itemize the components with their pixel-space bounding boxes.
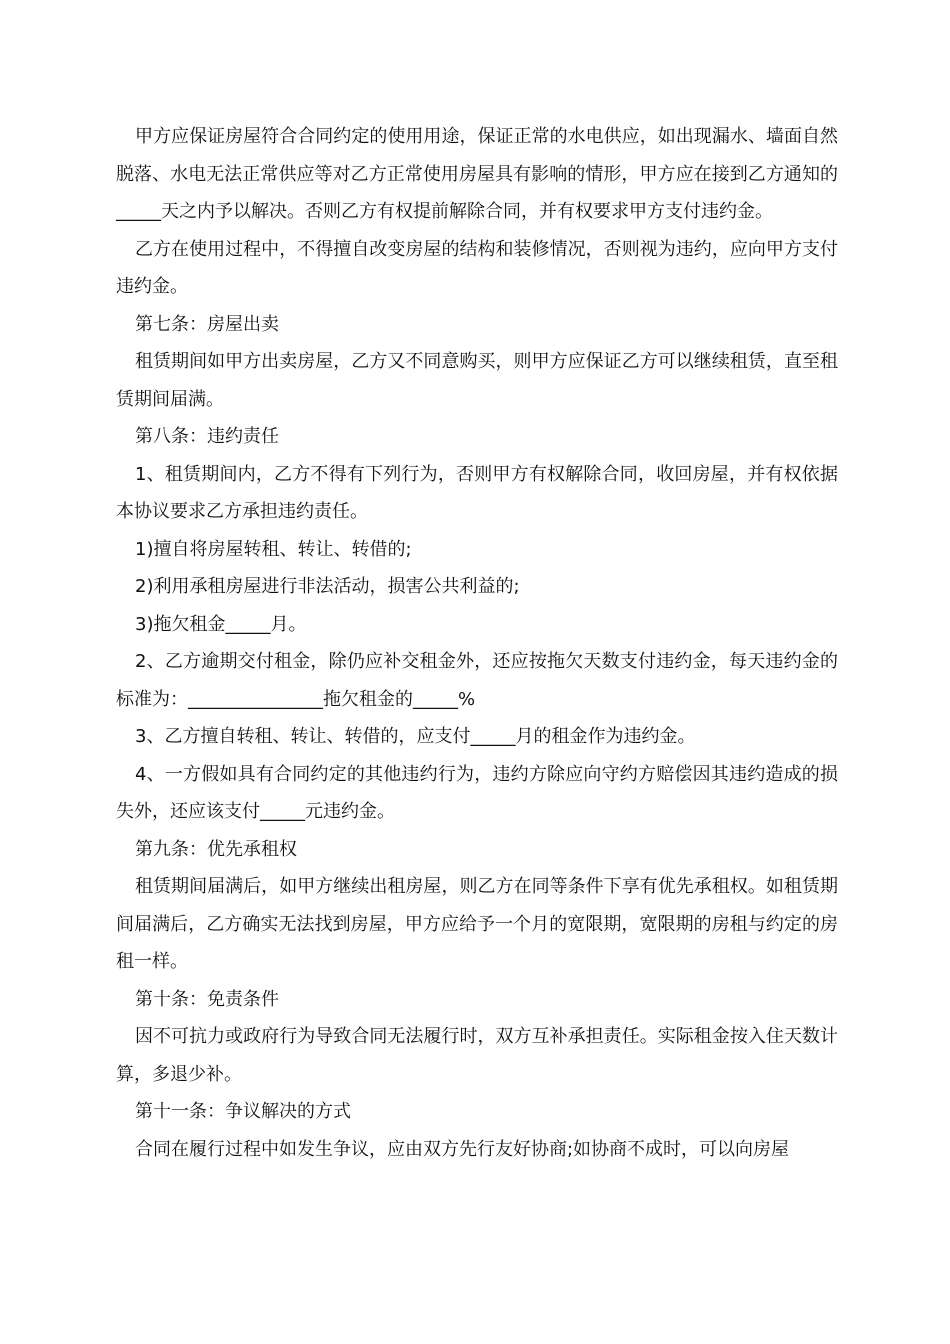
clause-paragraph: 租赁期间届满后，如甲方继续出租房屋，则乙方在同等条件下享有优先承租权。如租赁期间届满后，乙方确实无法找到房屋，甲方应给予一个月的宽限期，宽限期的房租与约定的房租一样。	[116, 876, 838, 972]
article-heading-7: 第七条：房屋出卖	[135, 313, 279, 335]
clause-paragraph: 4、一方假如具有合同约定的其他违约行为，违约方除应向守约方赔偿因其违约造成的损失外，还应该支付_____元违约金。	[116, 763, 838, 822]
article-heading-9: 第九条：优先承租权	[135, 838, 297, 860]
clause-paragraph: 因不可抗力或政府行为导致合同无法履行时，双方互补承担责任。实际租金按入住天数计算，多退少补。	[116, 1026, 838, 1085]
clause-paragraph: 1、租赁期间内，乙方不得有下列行为，否则甲方有权解除合同，收回房屋，并有权依据本协议要求乙方承担违约责任。	[116, 463, 838, 522]
clause-list-item: 2)利用承租房屋进行非法活动，损害公共利益的;	[135, 576, 520, 597]
document-page	[116, 118, 838, 1168]
clause-paragraph: 乙方在使用过程中，不得擅自改变房屋的结构和装修情况，否则视为违约，应向甲方支付违约金。	[116, 238, 838, 297]
article-heading-10: 第十条：免责条件	[135, 988, 279, 1010]
article-heading-8: 第八条：违约责任	[135, 426, 279, 447]
clause-paragraph: 甲方应保证房屋符合合同约定的使用用途，保证正常的水电供应，如出现漏水、墙面自然脱落、水电无法正常供应等对乙方正常使用房屋具有影响的情形，甲方应在接到乙方通知的_____天之内予以解决。否则乙方有权提前解除合同，并有权要求甲方支付违约金。	[116, 126, 838, 222]
clause-list-item: 3)拖欠租金_____月。	[135, 613, 307, 635]
article-heading-11: 第十一条：争议解决的方式	[135, 1101, 351, 1122]
clause-paragraph: 2、乙方逾期交付租金，除仍应补交租金外，还应按拖欠天数支付违约金，每天违约金的标准为：_______________拖欠租金的_____%	[116, 651, 838, 710]
clause-list-item: 1)擅自将房屋转租、转让、转借的;	[135, 538, 412, 560]
clause-paragraph: 3、乙方擅自转租、转让、转借的，应支付_____月的租金作为违约金。	[135, 726, 696, 747]
clause-paragraph: 租赁期间如甲方出卖房屋，乙方又不同意购买，则甲方应保证乙方可以继续租赁，直至租赁期间届满。	[116, 351, 838, 410]
clause-paragraph: 合同在履行过程中如发生争议，应由双方先行友好协商;如协商不成时，可以向房屋	[135, 1138, 790, 1160]
